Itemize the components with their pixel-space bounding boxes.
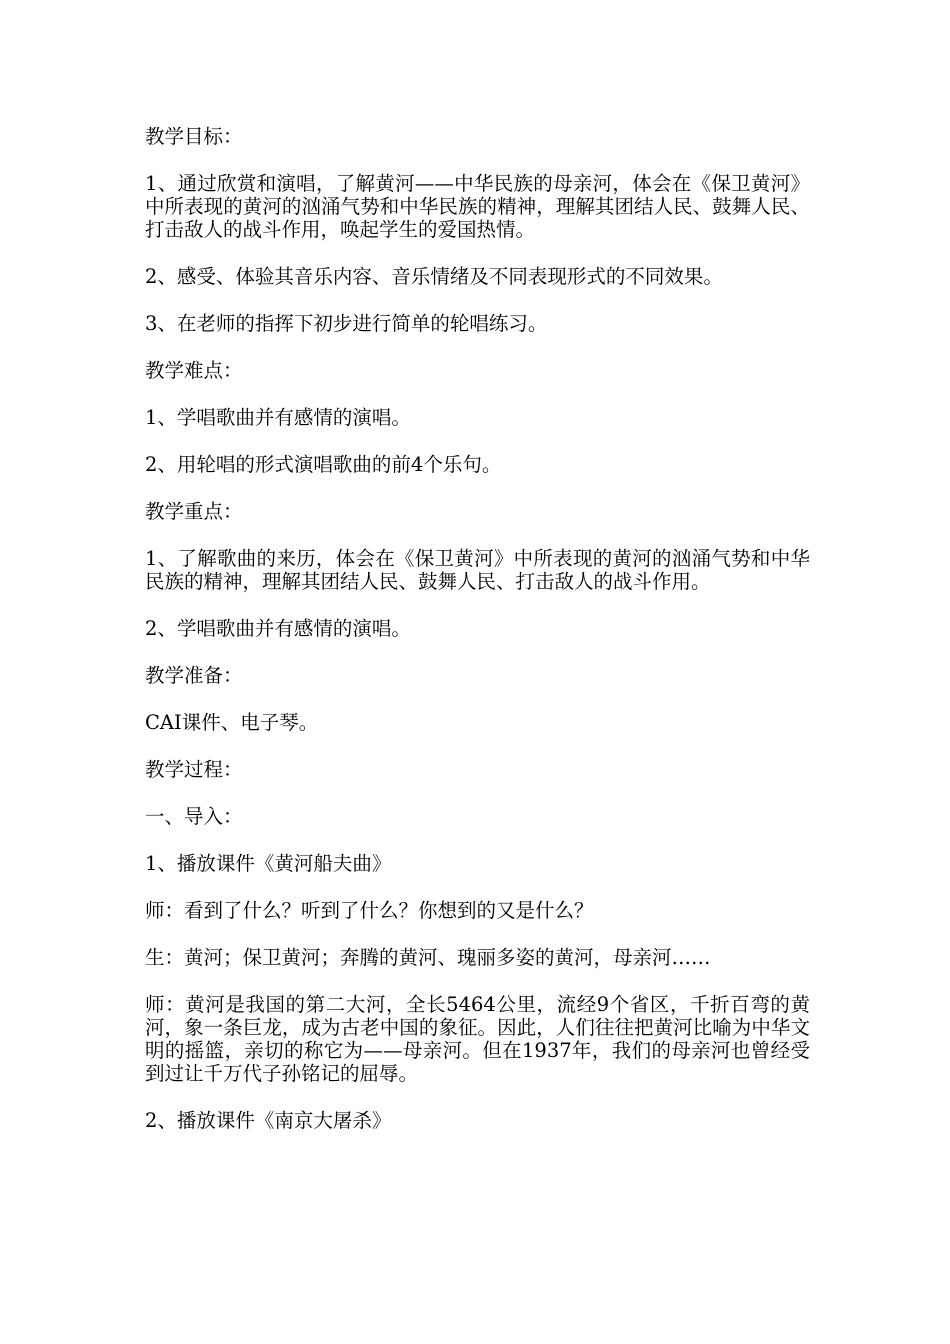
goal-item-3: 3、在老师的指挥下初步进行简单的轮唱练习。 — [145, 312, 548, 335]
process-step-1: 1、播放课件《黄河船夫曲》 — [145, 852, 392, 875]
goal-item-1: 1、通过欣赏和演唱，了解黄河——中华民族的母亲河，体会在《保卫黄河》中所表现的黄河的汹涌气势和中华民族的精神，理解其团结人民、鼓舞人民、打击敌人的战斗作用，唤起学生的爱国热情。 — [145, 172, 810, 241]
heading-teaching-focus: 教学重点： — [145, 500, 243, 523]
teacher-question: 师：看到了什么？听到了什么？你想到的又是什么？ — [145, 899, 594, 922]
heading-teaching-goals: 教学目标： — [145, 125, 243, 148]
process-step-2: 2、播放课件《南京大屠杀》 — [145, 1109, 392, 1132]
student-answer: 生：黄河；保卫黄河；奔腾的黄河、瑰丽多姿的黄河，母亲河…… — [145, 946, 711, 969]
focus-item-1: 1、了解歌曲的来历，体会在《保卫黄河》中所表现的黄河的汹涌气势和中华民族的精神，理解其团结人民、鼓舞人民、打击敌人的战斗作用。 — [145, 547, 810, 593]
document-page — [145, 125, 810, 1156]
preparation-item: CAI课件、电子琴。 — [145, 711, 319, 734]
heading-teaching-difficulties: 教学难点： — [145, 359, 243, 382]
heading-teaching-preparation: 教学准备： — [145, 664, 243, 687]
focus-item-2: 2、学唱歌曲并有感情的演唱。 — [145, 617, 411, 640]
difficulty-item-1: 1、学唱歌曲并有感情的演唱。 — [145, 406, 411, 429]
section-introduction: 一、导入： — [145, 805, 243, 828]
heading-teaching-process: 教学过程： — [145, 758, 243, 781]
teacher-explanation: 师：黄河是我国的第二大河，全长5464公里，流经9个省区，千折百弯的黄河，象一条巨龙，成为古老中国的象征。因此，人们往往把黄河比喻为中华文明的摇篮，亲切的称它为——母亲河。但在1937年，我们的母亲河也曾经受到过让千万代子孙铭记的屈辱。 — [145, 993, 810, 1085]
goal-item-2: 2、感受、体验其音乐内容、音乐情绪及不同表现形式的不同效果。 — [145, 265, 723, 288]
difficulty-item-2: 2、用轮唱的形式演唱歌曲的前4个乐句。 — [145, 453, 502, 476]
